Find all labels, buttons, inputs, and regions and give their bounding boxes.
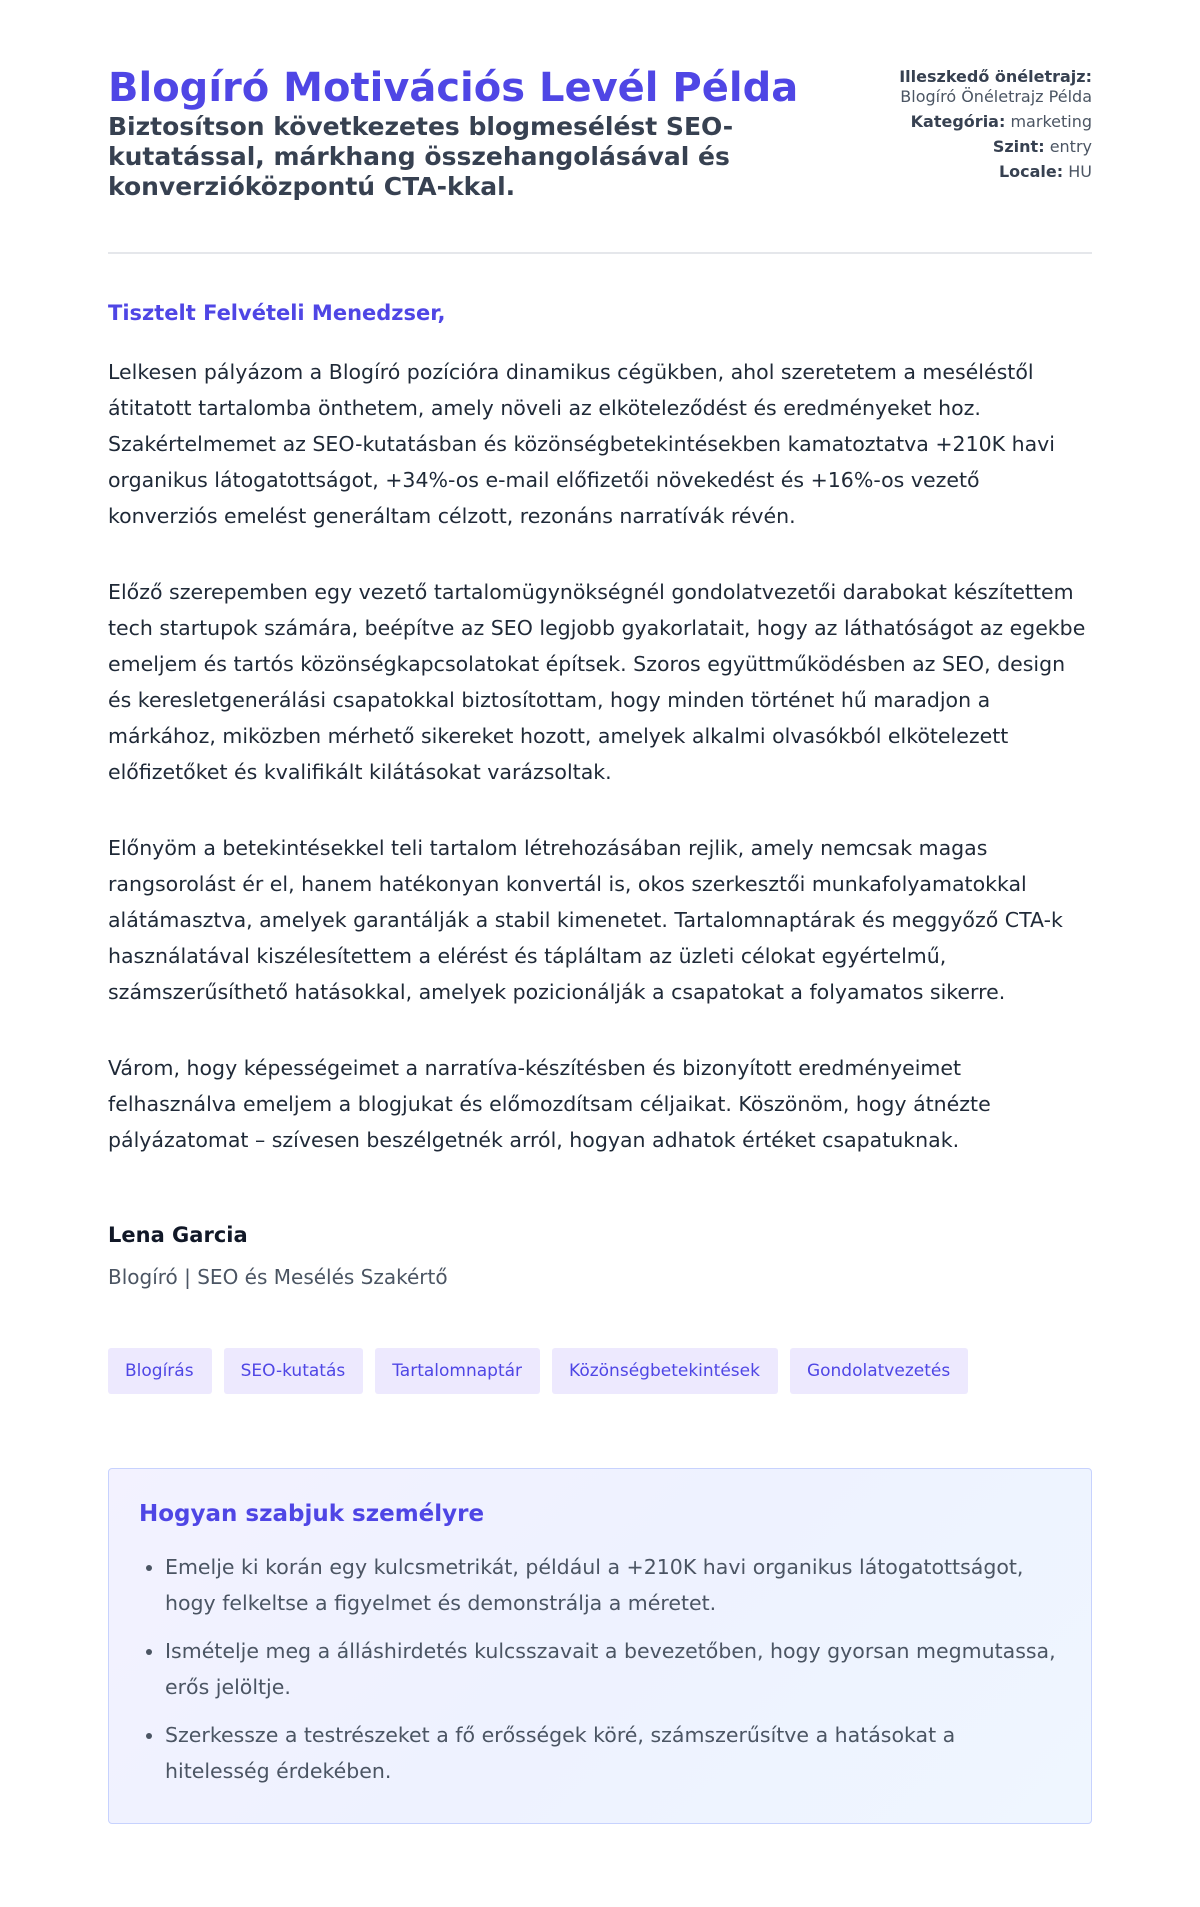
meta-block [892,64,1092,187]
page-title: Blogíró Motivációs Levél Példa [108,65,799,111]
signature-block [108,1222,1092,1290]
tips-title: Hogyan szabjuk személyre [139,1501,485,1527]
letter-paragraph: Lelkesen pályázom a Blogíró pozícióra dinamikus cégükben, ahol szeretetem a meséléstől átitatott tartalomba önthetem, amely növeli az elköteleződést és eredményeket hoz. Szakértelmemet az SEO-kutatásban és közönségbetekintésekben kamatoztatva +210K havi organikus látogatottságot, +34%-os e-mail előfizetői növekedést és +16%-os vezető konverziós emelést generáltam célzott, rezonáns narratívák révén. [108,360,1056,528]
letter-paragraph: Előnyöm a betekintésekkel teli tartalom létrehozásában rejlik, amely nemcsak magas rangsorolást ér el, hanem hatékonyan konvertál is, okos szerkesztői munkafolyamatokkal alátámasztva, amelyek garantálják a stabil kimenetet. Tartalomnaptárak és meggyőző CTA-k használatával kiszélesítettem a elérést és tápláltam az üzleti célokat egyértelmű, számszerűsíthető hatásokkal, amelyek pozicionálják a csapatokat a folyamatos sikerre. [108,836,1063,1004]
customization-tips-box [108,1468,1092,1824]
skill-tag: SEO-kutatás [224,1348,364,1394]
page-subtitle: Biztosítson következetes blogmesélést SEO-kutatással, márkhang összehangolásával és konverzióközpontú CTA-kkal. [108,112,734,201]
meta-level-label: Szint: [992,137,1045,156]
tip-item: • Emelje ki korán egy kulcsmetrikát, például a +210K havi organikus látogatottságot, hogy felkeltse a figyelmet és demonstrálja a méretet. [165,1549,1061,1621]
skill-tag: Tartalomnaptár [375,1348,540,1394]
letter-paragraph: Várom, hogy képességeimet a narratíva-készítésben és bizonyított eredményeimet felhasználva emeljem a blogjukat és előmozdítsam céljaikat. Köszönöm, hogy átnézte pályázatomat – szívesen beszélgetnék arról, hogyan adhatok értéket csapatuknak. [108,1056,991,1152]
tips-list [139,1549,1061,1789]
header-title-block [108,64,848,202]
skill-tags [108,1348,1092,1394]
meta-category-value: marketing [1010,112,1092,131]
meta-locale [892,162,1092,182]
letter-paragraph: Előző szerepemben egy vezető tartalomügynökségnél gondolatvezetői darabokat készítettem tech startupok számára, beépítve az SEO legjobb gyakorlatait, hogy az láthatóságot az egekbe emeljem és tartós közönségkapcsolatokat építsek. Szoros együttműködésben az SEO, design és keresletgenerálási csapatokkal biztosítottam, hogy minden történet hű maradjon a márkához, miközben mérhető sikereket hozott, amelyek alkalmi olvasókból elkötelezett előfizetőket és kvalifikált kilátásokat varázsoltak. [108,580,1086,784]
signature-name: Lena Garcia [108,1223,248,1247]
meta-level-value: entry [1049,137,1092,156]
letter-body [108,254,1092,1158]
skill-tag: Gondolatvezetés [790,1348,968,1394]
salutation: Tisztelt Felvételi Menedzser, [108,301,446,325]
page-header [108,64,1092,254]
skill-tag: Közönségbetekintések [552,1348,778,1394]
meta-level [892,137,1092,157]
meta-resume-value: Blogíró Önéletrajz Példa [900,87,1092,106]
skill-tag: Blogírás [108,1348,212,1394]
meta-locale-label: Locale: [998,162,1064,181]
meta-resume-label: Illeszkedő önéletrajz: [899,67,1092,86]
tip-item: • Szerkessze a testrészeket a fő erősségek köré, számszerűsítve a hatásokat a hitelesség érdekében. [165,1717,1061,1789]
meta-category-label: Kategória: [910,112,1006,131]
meta-category [892,112,1092,132]
tip-item: • Ismételje meg a álláshirdetés kulcsszavait a bevezetőben, hogy gyorsan megmutassa, erős jelöltje. [165,1633,1061,1705]
signature-role: Blogíró | SEO és Mesélés Szakértő [108,1265,448,1289]
meta-locale-value: HU [1068,162,1092,181]
meta-resume [892,67,1092,107]
